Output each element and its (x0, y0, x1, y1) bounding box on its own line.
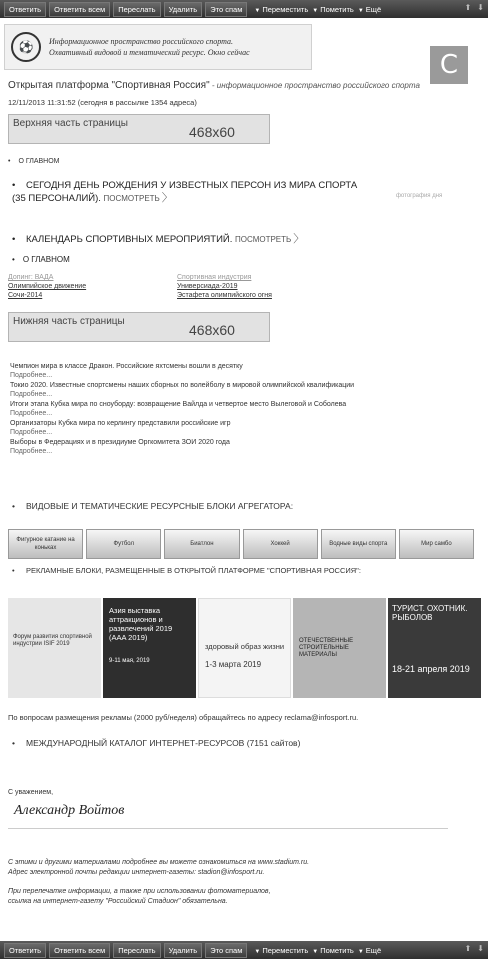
footer-line-1: С этими и другими материалами подробнее вы можете ознакомиться на www.stadium.ru. (8, 859, 310, 866)
caret-down-icon: ▼ (357, 948, 364, 955)
banner-label: Нижняя часть страницы (13, 316, 125, 327)
section-ads-title: • РЕКЛАМНЫЕ БЛОКИ, РАЗМЕЩЕННЫЕ В ОТКРЫТОЙ ПЛАТФОРМЕ "СПОРТИВНАЯ РОССИЯ": (26, 566, 446, 576)
caret-down-icon: ▼ (357, 7, 364, 14)
more-menu[interactable] (358, 946, 381, 955)
news-text[interactable]: Итоги этапа Кубка мира по сноуборду: возвращение Вайлда и четвертое место Вылеговой и Соболева (10, 401, 347, 408)
banner-size: 468x60 (189, 322, 235, 338)
caret-down-icon: ▼ (312, 7, 319, 14)
main-heading: • О ГЛАВНОМ (8, 158, 60, 165)
category-figure-skating[interactable]: Фигурное катание на коньках (8, 529, 83, 559)
ad-text: ОТЕЧЕСТВЕННЫЕ СТРОИТЕЛЬНЫЕ МАТЕРИАЛЫ (299, 638, 354, 658)
ad-banner-asia-expo[interactable] (103, 598, 196, 698)
category-football[interactable]: Футбол (86, 529, 161, 559)
link-sochi[interactable]: Сочи-2014 (8, 292, 43, 299)
spam-button[interactable]: Это спам (205, 943, 247, 958)
birthday-item (12, 180, 362, 205)
ad-banner-healthy-life[interactable] (198, 598, 291, 698)
faded-note: фотография дня (396, 193, 443, 199)
category-hockey[interactable]: Хоккей (243, 529, 318, 559)
more-link[interactable]: Подробнее... (10, 447, 53, 455)
news-item (10, 420, 470, 437)
globe-icon: ⚽ (11, 32, 41, 62)
calendar-item (12, 230, 304, 246)
top-banner-placeholder[interactable] (8, 114, 270, 144)
category-biathlon[interactable]: Биатлон (164, 529, 239, 559)
link-torch-relay[interactable]: Эстафета олимпийского огня (177, 292, 272, 299)
prev-message-icon[interactable]: ⬆ (464, 3, 472, 12)
category-water-sports[interactable]: Водные виды спорта (321, 529, 396, 559)
divider (8, 828, 448, 829)
chevron-right-icon: 〉 (293, 233, 305, 245)
more-menu-label: Ещё (365, 945, 382, 955)
ad-banner-forum[interactable] (8, 598, 101, 698)
caret-down-icon: ▼ (254, 7, 261, 14)
mark-menu[interactable] (312, 5, 354, 14)
reply-all-button[interactable]: Ответить всем (49, 943, 110, 958)
section-catalog-title[interactable]: • МЕЖДУНАРОДНЫЙ КАТАЛОГ ИНТЕРНЕТ-РЕСУРСОВ (7151 сайтов) (26, 738, 300, 748)
news-item (10, 401, 470, 418)
ad-title: Азия выставка аттракционов и развлечений 2019 (AAA 2019) (109, 606, 173, 642)
move-menu[interactable] (254, 946, 308, 955)
nav-arrows (465, 944, 484, 953)
calendar-view-link[interactable]: ПОСМОТРЕТЬ (235, 235, 292, 244)
link-universiade[interactable]: Универсиада-2019 (177, 283, 238, 290)
link-doping[interactable]: Допинг: ВАДА (8, 274, 54, 281)
ad-date: 1-3 марта 2019 (205, 660, 262, 669)
logo-line-2: Охвативный видовой и тематический ресурс. Окно сейчас (49, 48, 250, 57)
footer-line-2: Адрес электронной почты редакции интернет-газеты: stadion@infosport.ru. (8, 869, 265, 876)
more-menu[interactable] (358, 5, 381, 14)
delete-button[interactable]: Удалить (164, 943, 203, 958)
ad-banners (8, 598, 484, 698)
delete-button[interactable]: Удалить (164, 2, 203, 17)
more-link[interactable]: Подробнее... (10, 428, 53, 436)
move-menu-label: Переместить (262, 945, 309, 955)
newsletter-logo[interactable] (4, 24, 312, 70)
mail-toolbar-top (0, 0, 488, 18)
ad-banner-tourist-hunter[interactable] (388, 598, 481, 698)
message-body (0, 18, 488, 941)
message-date: 12/11/2013 11:31:52 (сегодня в рассылке 1354 адреса) (8, 98, 197, 107)
news-text[interactable]: Токио 2020. Известные спортсмены наших сборных по волейболу в мировой олимпийской квалификации (10, 382, 355, 389)
ad-date: 18-21 апреля 2019 (392, 664, 470, 674)
ad-banner-building-materials[interactable] (293, 598, 386, 698)
chevron-right-icon: 〉 (161, 192, 173, 204)
bottom-banner-placeholder[interactable] (8, 312, 270, 342)
sender-avatar: С (430, 46, 468, 84)
forward-button[interactable]: Переслать (113, 943, 160, 958)
move-menu[interactable] (254, 5, 308, 14)
forward-button[interactable]: Переслать (113, 2, 160, 17)
main-heading-2: • О ГЛАВНОМ (12, 255, 70, 264)
news-text[interactable]: Организаторы Кубка мира по керлингу представили российские игр (10, 420, 231, 427)
reply-button[interactable]: Ответить (4, 2, 46, 17)
category-sambo[interactable]: Мир самбо (399, 529, 474, 559)
news-item (10, 382, 470, 399)
signature: Александр Войтов (14, 803, 125, 818)
mail-toolbar-bottom (0, 941, 488, 959)
news-item (10, 439, 470, 456)
ad-title: здоровый образ жизни (205, 642, 285, 651)
mark-menu-label: Пометить (320, 4, 354, 14)
caret-down-icon: ▼ (254, 948, 261, 955)
ad-text: Форум развития спортивной индустрии ISIF 2019 (13, 634, 92, 647)
banner-size: 468x60 (189, 124, 235, 140)
ad-contact-text: По вопросам размещения рекламы (2000 руб/неделя) обращайтесь по адресу reclama@infosport.ru. (8, 713, 359, 722)
birthday-text: СЕГОДНЯ ДЕНЬ РОЖДЕНИЯ У ИЗВЕСТНЫХ ПЕРСОН ИЗ МИРА СПОРТА (35 ПЕРСОНАЛИЙ). (12, 180, 358, 204)
more-link[interactable]: Подробнее... (10, 409, 53, 417)
category-buttons (8, 529, 474, 559)
more-menu-label: Ещё (365, 4, 382, 14)
mark-menu-label: Пометить (320, 945, 354, 955)
ad-date: 9-11 мая, 2019 (109, 658, 150, 664)
footer-line-4: ссылка на интернет-газету "Российский Стадион" обязательна. (8, 898, 228, 905)
news-text[interactable]: Выборы в Федерациях и в президиуме Оргкомитета ЗОИ 2020 года (10, 439, 230, 446)
next-message-icon[interactable]: ⬇ (477, 3, 484, 12)
next-message-icon[interactable]: ⬇ (477, 944, 484, 953)
link-olympic[interactable]: Олимпийское движение (8, 283, 87, 290)
more-link[interactable]: Подробнее... (10, 390, 53, 398)
news-item (10, 363, 470, 380)
reply-button[interactable]: Ответить (4, 943, 46, 958)
logo-line-1: Информационное пространство российского спорта. (49, 37, 234, 46)
headline-main: Открытая платформа "Спортивная Россия" (8, 80, 210, 91)
page-title (8, 80, 420, 91)
logo-text (49, 36, 250, 58)
caret-down-icon: ▼ (312, 948, 319, 955)
news-text[interactable]: Чемпион мира в классе Дракон. Российские яхтсмены вошли в десятку (10, 363, 243, 370)
spam-button[interactable]: Это спам (205, 2, 247, 17)
section-blocks-title: • ВИДОВЫЕ И ТЕМАТИЧЕСКИЕ РЕСУРСНЫЕ БЛОКИ АГРЕГАТОРА: (26, 501, 293, 511)
regards-text: С уважением, (8, 789, 54, 796)
footer-line-3: При перепечатке информации, а также при использовании фотоматериалов, (8, 888, 271, 895)
prev-message-icon[interactable]: ⬆ (464, 944, 472, 953)
headline-sub: - информационное пространство российского спорта (209, 81, 420, 90)
calendar-text: КАЛЕНДАРЬ СПОРТИВНЫХ МЕРОПРИЯТИЙ. (25, 234, 233, 245)
reply-all-button[interactable]: Ответить всем (49, 2, 110, 17)
mark-menu[interactable] (312, 946, 354, 955)
news-list (10, 363, 470, 458)
move-menu-label: Переместить (262, 4, 309, 14)
birthday-view-link[interactable]: ПОСМОТРЕТЬ (103, 194, 160, 203)
link-industry[interactable]: Спортивная индустрия (177, 274, 252, 281)
more-link[interactable]: Подробнее... (10, 371, 53, 379)
nav-arrows (465, 3, 484, 12)
banner-label: Верхняя часть страницы (13, 118, 128, 129)
ad-title: ТУРИСТ. ОХОТНИК. РЫБОЛОВ (392, 604, 468, 622)
